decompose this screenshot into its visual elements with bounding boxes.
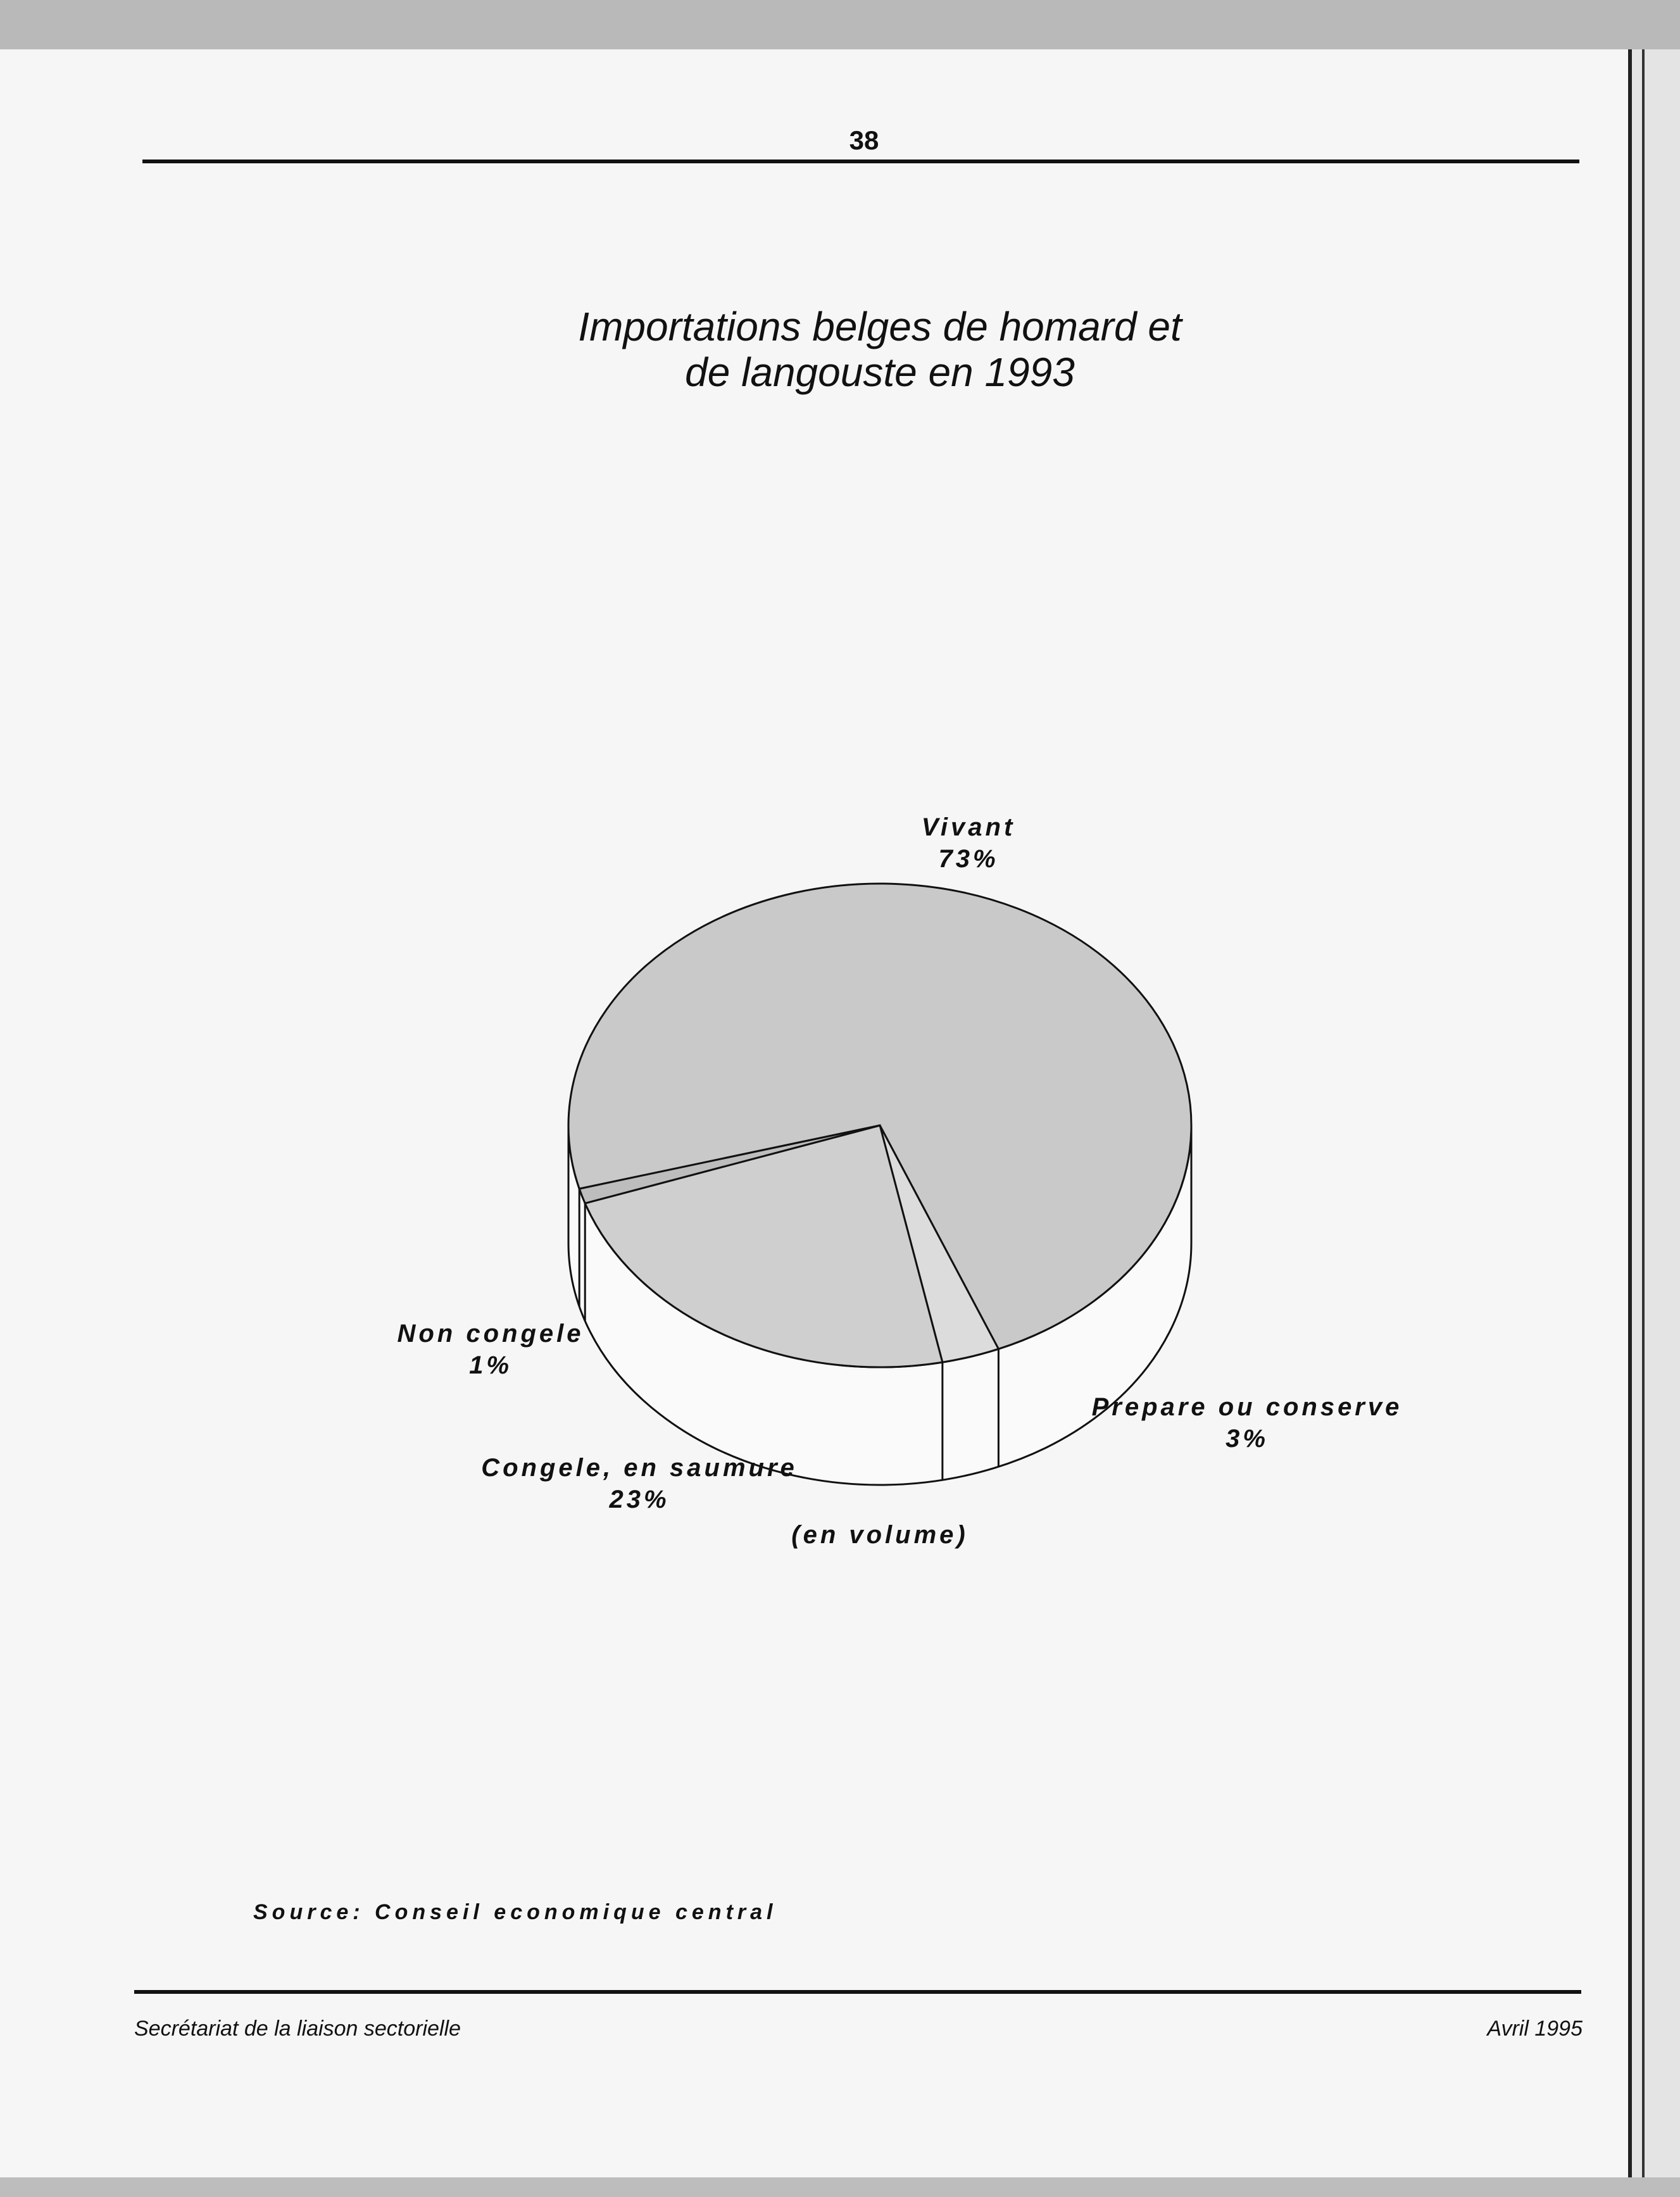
footer-date: Avril 1995 xyxy=(1487,2017,1583,2041)
slice-label-vivant-name: Vivant xyxy=(921,813,1016,841)
slice-label-non-congele xyxy=(380,1318,601,1381)
slice-label-congele-value: 23% xyxy=(609,1486,670,1513)
slice-label-non-congele-name: Non congele xyxy=(397,1320,584,1348)
slice-label-non-congele-value: 1% xyxy=(469,1351,512,1379)
slice-label-vivant xyxy=(899,811,1038,875)
slice-label-congele xyxy=(468,1452,810,1515)
slice-label-congele-name: Congele, en saumure xyxy=(481,1454,798,1482)
slice-label-prepare xyxy=(1076,1391,1418,1455)
footer-left-text: Secrétariat de la liaison sectorielle xyxy=(134,2017,461,2041)
chart-title-line-2: de langouste en 1993 xyxy=(685,349,1075,395)
slice-label-vivant-value: 73% xyxy=(938,845,999,873)
page-number: 38 xyxy=(849,125,879,155)
slice-label-prepare-name: Prepare ou conserve xyxy=(1091,1393,1403,1421)
footer-rule xyxy=(134,1990,1581,1994)
source-note: Source: Conseil economique central xyxy=(253,1900,777,1924)
slice-label-prepare-value: 3% xyxy=(1226,1425,1269,1453)
chart-note: (en volume) xyxy=(791,1521,969,1549)
chart-title-line-1: Importations belges de homard et xyxy=(578,304,1182,349)
